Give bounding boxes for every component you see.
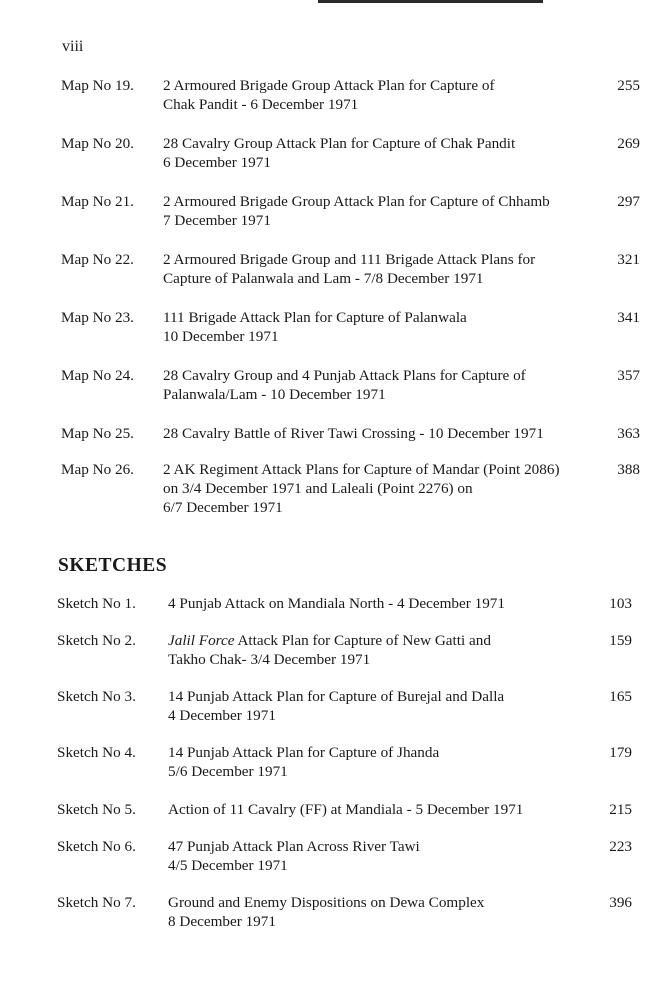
- map-title-line: 2 Armoured Brigade Group Attack Plan for Capture of Chhamb: [163, 193, 550, 210]
- map-page-number: 341: [617, 309, 640, 326]
- sketch-title: [168, 631, 491, 669]
- sketch-title-line: Ground and Enemy Dispositions on Dewa Complex: [168, 894, 485, 911]
- sketch-title: [168, 837, 420, 875]
- map-page-number: 297: [617, 193, 640, 210]
- map-title-line: 2 Armoured Brigade Group Attack Plan for Capture of: [163, 77, 495, 94]
- sketch-title: [168, 893, 484, 931]
- sketch-page-number: 159: [609, 632, 632, 649]
- map-title-line: 6/7 December 1971: [163, 499, 283, 516]
- map-title-line: 6 December 1971: [163, 154, 271, 171]
- sketch-page-number: 215: [609, 801, 632, 818]
- sketch-title-line: Jalil Force Attack Plan for Capture of New Gatti and: [168, 632, 491, 649]
- sketch-title-line: 14 Punjab Attack Plan for Capture of Jhanda: [168, 744, 440, 761]
- sketch-label: Sketch No 1.: [57, 595, 136, 612]
- sketch-title-line: 4 Punjab Attack on Mandiala North - 4 December 1971: [168, 595, 505, 612]
- sketch-label: Sketch No 3.: [57, 688, 136, 705]
- sketch-title-line: 4 December 1971: [168, 707, 276, 724]
- map-page-number: 363: [617, 425, 640, 442]
- map-title-line: 2 Armoured Brigade Group and 111 Brigade Attack Plans for: [163, 251, 536, 268]
- map-label: Map No 19.: [61, 77, 134, 94]
- map-title: [163, 308, 467, 346]
- top-rule: [318, 0, 543, 3]
- map-title: [163, 76, 495, 114]
- map-title: [163, 366, 526, 404]
- map-label: Map No 20.: [61, 135, 134, 152]
- sketch-title-line: Takho Chak- 3/4 December 1971: [168, 651, 371, 668]
- map-title-line: Capture of Palanwala and Lam - 7/8 December 1971: [163, 270, 484, 287]
- sketch-title-italic: Jalil Force: [168, 632, 235, 649]
- sketches-heading: SKETCHES: [58, 555, 168, 576]
- map-label: Map No 21.: [61, 193, 134, 210]
- map-label: Map No 26.: [61, 461, 134, 478]
- sketch-title-line: 47 Punjab Attack Plan Across River Tawi: [168, 838, 420, 855]
- sketch-page-number: 103: [609, 595, 632, 612]
- map-title-line: 28 Cavalry Group Attack Plan for Capture of Chak Pandit: [163, 135, 516, 152]
- map-title-line: 10 December 1971: [163, 328, 279, 345]
- map-title: [163, 424, 544, 443]
- map-title-line: 111 Brigade Attack Plan for Capture of Palanwala: [163, 309, 467, 326]
- map-page-number: 321: [617, 251, 640, 268]
- map-title: [163, 134, 515, 172]
- sketch-title: [168, 594, 505, 613]
- map-page-number: 269: [617, 135, 640, 152]
- map-page-number: 388: [617, 461, 640, 478]
- page-number: viii: [62, 38, 84, 55]
- map-title-line: 28 Cavalry Battle of River Tawi Crossing - 10 December 1971: [163, 425, 544, 442]
- map-page-number: 255: [617, 77, 640, 94]
- map-label: Map No 24.: [61, 367, 134, 384]
- sketch-page-number: 223: [609, 838, 632, 855]
- map-label: Map No 23.: [61, 309, 134, 326]
- sketch-label: Sketch No 5.: [57, 801, 136, 818]
- map-label: Map No 25.: [61, 425, 134, 442]
- map-title: [163, 250, 535, 288]
- sketch-page-number: 396: [609, 894, 632, 911]
- sketch-title: [168, 800, 523, 819]
- sketch-title: [168, 687, 504, 725]
- sketch-title: [168, 743, 439, 781]
- map-title-line: Palanwala/Lam - 10 December 1971: [163, 386, 386, 403]
- map-title: [163, 460, 560, 517]
- map-label: Map No 22.: [61, 251, 134, 268]
- map-title-line: 2 AK Regiment Attack Plans for Capture of Mandar (Point 2086): [163, 461, 560, 478]
- sketch-label: Sketch No 4.: [57, 744, 136, 761]
- sketch-title-line: 8 December 1971: [168, 913, 276, 930]
- sketch-title-line: 5/6 December 1971: [168, 763, 288, 780]
- sketch-page-number: 165: [609, 688, 632, 705]
- map-title: [163, 192, 550, 230]
- map-title-line: on 3/4 December 1971 and Laleali (Point 2276) on: [163, 480, 473, 497]
- map-title-line: 7 December 1971: [163, 212, 271, 229]
- map-page-number: 357: [617, 367, 640, 384]
- map-title-line: 28 Cavalry Group and 4 Punjab Attack Plans for Capture of: [163, 367, 526, 384]
- sketch-page-number: 179: [609, 744, 632, 761]
- sketch-title-line: 14 Punjab Attack Plan for Capture of Burejal and Dalla: [168, 688, 505, 705]
- sketch-title-line: 4/5 December 1971: [168, 857, 288, 874]
- sketch-label: Sketch No 6.: [57, 838, 136, 855]
- sketch-title-line: Action of 11 Cavalry (FF) at Mandiala - 5 December 1971: [168, 801, 524, 818]
- sketch-label: Sketch No 2.: [57, 632, 136, 649]
- map-title-line: Chak Pandit - 6 December 1971: [163, 96, 359, 113]
- sketch-label: Sketch No 7.: [57, 894, 136, 911]
